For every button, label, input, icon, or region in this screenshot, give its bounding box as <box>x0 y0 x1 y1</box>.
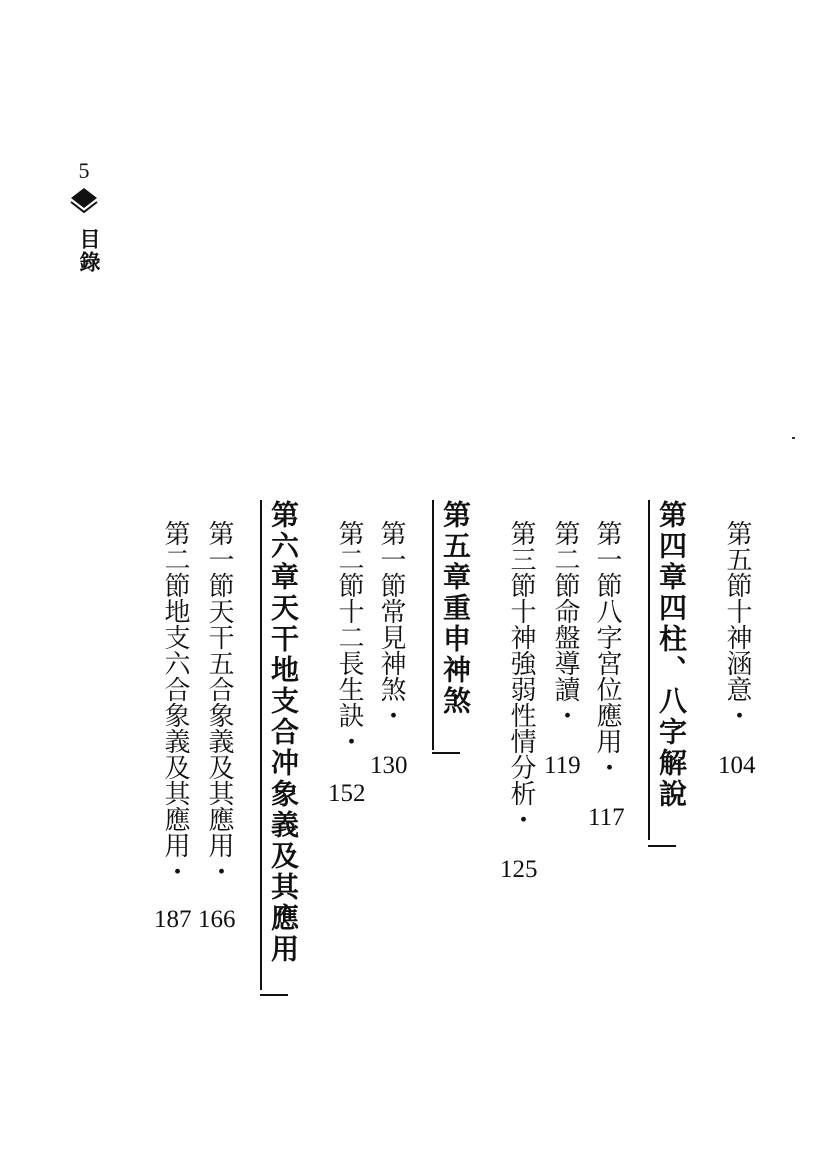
section-title: 常見神煞・ <box>376 598 406 728</box>
chapter-title: 四柱、八字解說 <box>655 593 688 810</box>
section-label: 第一節 <box>204 520 234 598</box>
section-title: 十神涵意・ <box>722 598 752 728</box>
section-title: 天干五合象義及其應用・ <box>204 598 234 884</box>
running-head: 目錄 <box>77 228 102 274</box>
page-number: 5 <box>78 158 90 183</box>
section-title: 十二長生訣・ <box>334 598 364 754</box>
page-ref: 119 <box>544 752 581 779</box>
toc-entry <box>158 520 218 884</box>
section-label: 第一節 <box>592 520 622 598</box>
chapter-label: 第六章 <box>267 500 300 593</box>
diamond-ornament-icon <box>70 188 98 222</box>
section-label: 第二節 <box>550 520 580 598</box>
scan-speck <box>792 437 795 439</box>
toc-entry <box>504 520 564 832</box>
toc-entry <box>720 520 780 728</box>
page-ref: 104 <box>718 752 756 779</box>
chapter-title: 重申神煞 <box>439 593 472 717</box>
section-title: 地支六合象義及其應用・ <box>160 598 190 884</box>
section-label: 第三節 <box>506 520 536 598</box>
toc-entry <box>332 520 392 754</box>
chapter-label: 第五章 <box>439 500 472 593</box>
section-label: 第二節 <box>160 520 190 598</box>
chapter-heading <box>648 500 722 840</box>
chapter-rule <box>432 752 460 754</box>
page-ref: 125 <box>500 856 538 883</box>
section-title: 十神強弱性情分析・ <box>506 598 536 832</box>
section-title: 命盤導讀・ <box>550 598 580 728</box>
page-ref: 117 <box>588 804 625 831</box>
section-label: 第一節 <box>376 520 406 598</box>
chapter-heading <box>260 500 334 990</box>
page-ref: 152 <box>328 780 366 807</box>
page-ref: 166 <box>198 906 236 933</box>
section-label: 第二節 <box>334 520 364 598</box>
section-label: 第五節 <box>722 520 752 598</box>
page-ref: 130 <box>370 752 408 779</box>
chapter-title: 天干地支合冲象義及其應用 <box>267 593 300 965</box>
chapter-rule <box>648 845 676 847</box>
page-ref: 187 <box>154 906 192 933</box>
section-title: 八字宮位應用・ <box>592 598 622 780</box>
chapter-heading <box>432 500 506 750</box>
chapter-label: 第四章 <box>655 500 688 593</box>
chapter-rule <box>260 994 288 996</box>
